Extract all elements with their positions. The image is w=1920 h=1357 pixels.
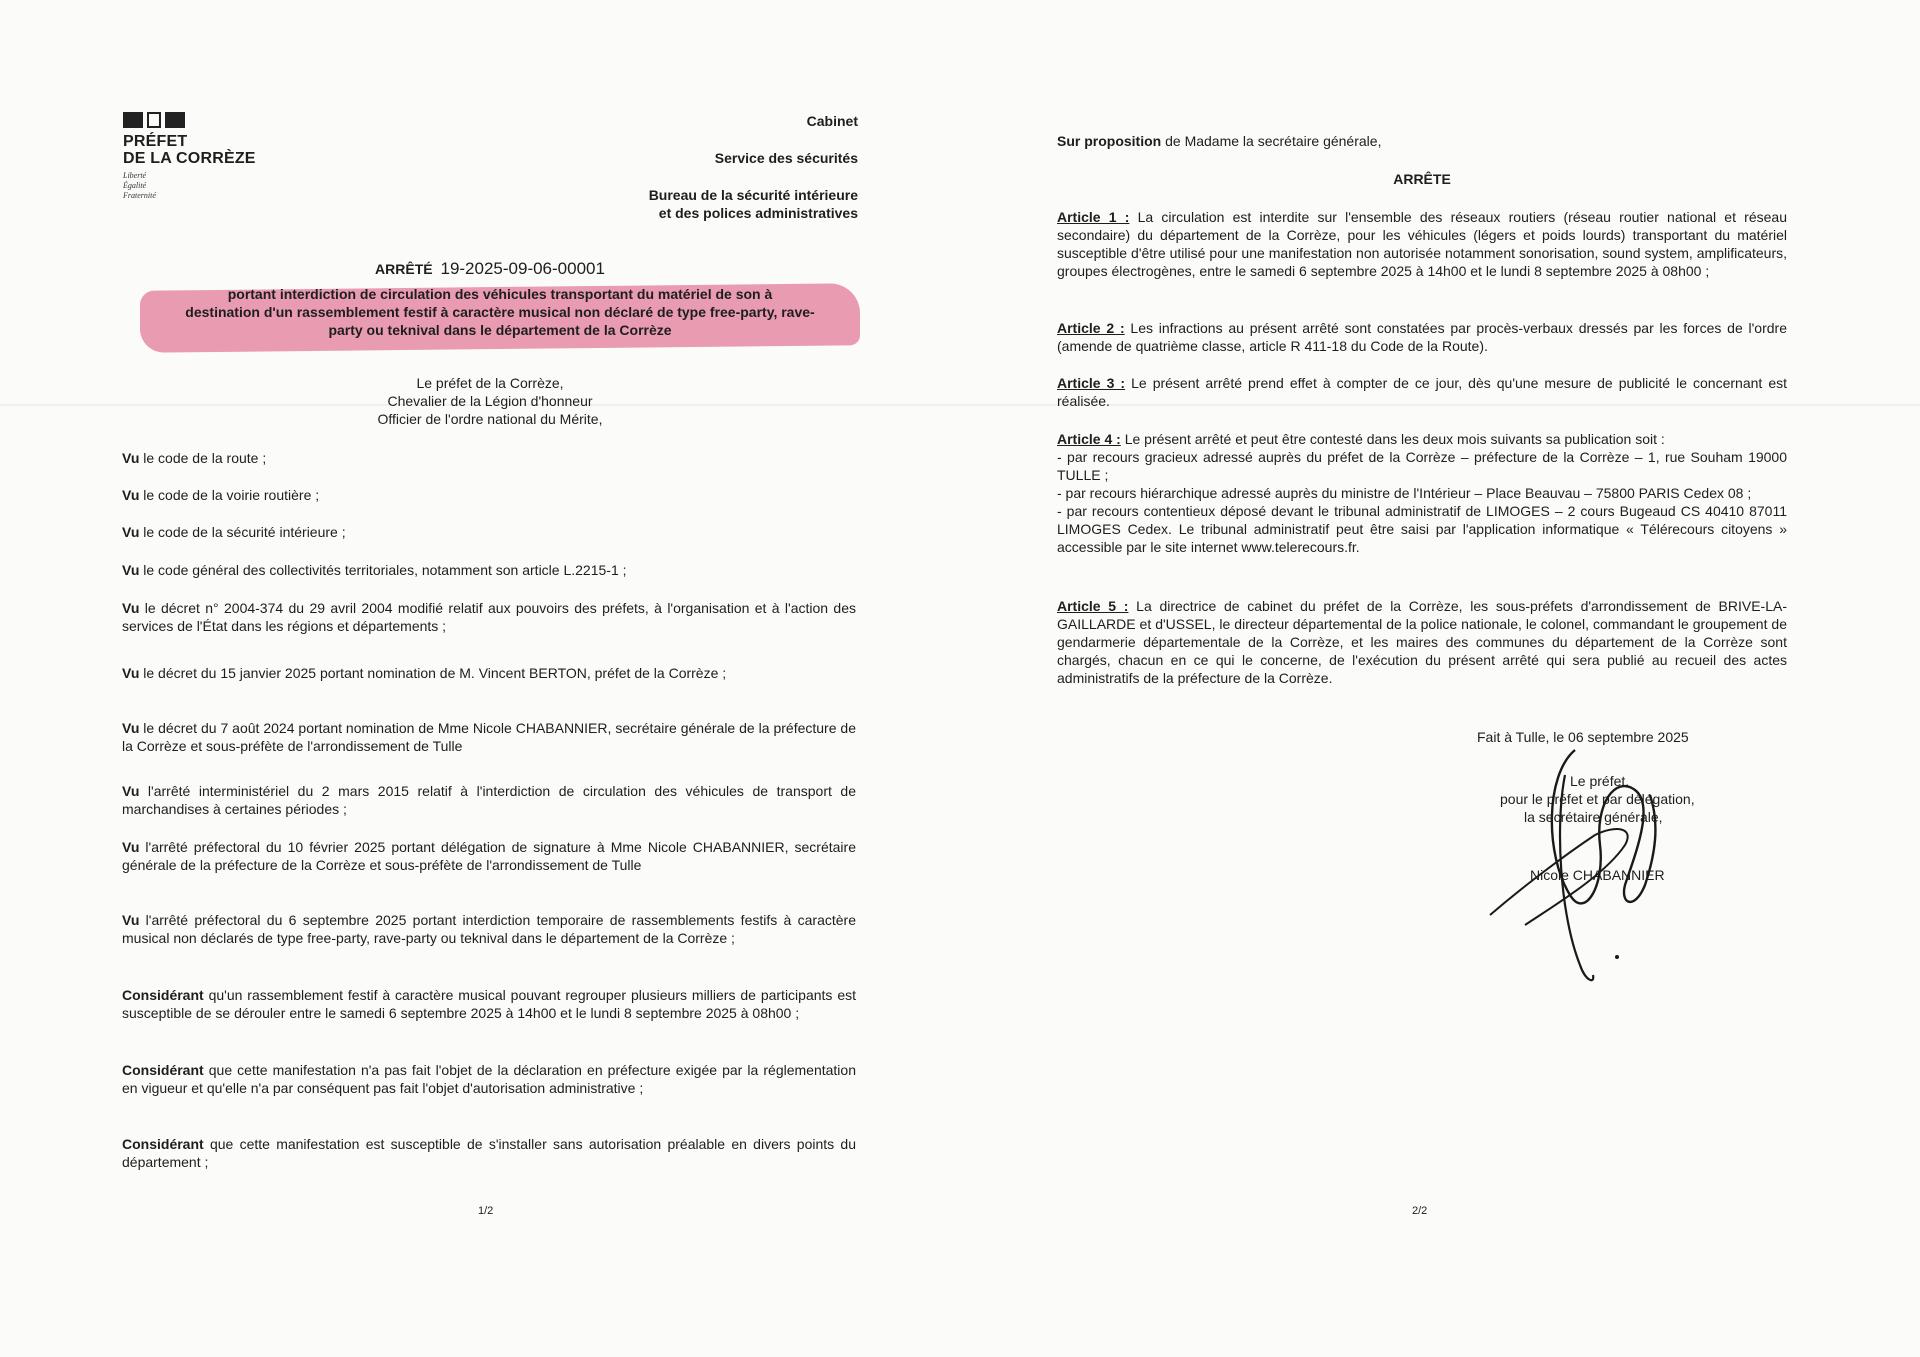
vu-lead: Vu [122,487,140,503]
page-2 [960,0,1920,1357]
vu-text: le code général des collectivités territoriales, notamment son article L.2215-1 ; [139,562,627,578]
page-number-2: 2/2 [1412,1205,1428,1217]
vu-text: le décret du 15 janvier 2025 portant nomination de M. Vincent BERTON, préfet de la Corrèze ; [139,665,727,681]
considerant-paragraph [122,1135,856,1171]
arrete-subject [130,285,870,339]
proposition-line [1057,132,1787,150]
vu-text: l'arrêté interministériel du 2 mars 2015 relatif à l'interdiction de circulation des véhicules de transport de marchandises à certaines périodes ; [122,783,856,817]
vu-lead: Vu [122,839,140,855]
article-1 [1057,208,1787,280]
prefecture-logo [123,112,256,201]
considerant-lead: Considérant [122,987,204,1003]
motto-liberte: Liberté [123,171,147,180]
vu-paragraph [122,486,319,504]
vu-lead: Vu [122,600,140,616]
prefet-intro [118,374,862,428]
considerant-lead: Considérant [122,1136,204,1152]
vu-paragraph [122,782,856,818]
article-2 [1057,319,1787,355]
considerant-text: que cette manifestation est susceptible de s'installer sans autorisation préalable en divers points du département ; [122,1136,856,1170]
considerant-paragraph [122,986,856,1022]
motto-fraternite: Fraternité [123,191,156,200]
proposition-lead: Sur proposition [1057,133,1162,149]
vu-paragraph [122,449,266,467]
proposition-text: de Madame la secrétaire générale, [1161,133,1382,149]
article-5 [1057,597,1787,687]
article-5-text: La directrice de cabinet du préfet de la Corrèze, les sous-préfets d'arrondissement de BRIVE-LA-GAILLARDE et d'USSEL, le directeur départemental de la police nationale, le colonel, commandant le groupement de gendarmerie départementale de la Corrèze, et les maires des communes du département de la Corrèze sont chargés, chacun en ce qui le concerne, de l'exécution du présent arrêté qui sera publié au recueil des actes administratifs de la préfecture de la Corrèze. [1057,598,1787,686]
article-2-text: Les infractions au présent arrêté sont constatées par procès-verbaux dressés par les forces de l'ordre (amende de quatrième classe, article R 411-18 du Code de la Route). [1057,320,1787,354]
considerant-text: qu'un rassemblement festif à caractère musical pouvant regrouper plusieurs milliers de participants est susceptible de se dérouler entre le samedi 6 septembre 2025 à 14h00 et le lundi 8 septembre 2025 à 08h00 ; [122,987,856,1021]
vu-lead: Vu [122,665,140,681]
article-1-title: Article 1 : [1057,209,1130,225]
arrete-decision-heading: ARRÊTE [1393,171,1451,187]
marianne-flag-icon [123,112,256,128]
signature-line3: la secrétaire générale, [1524,809,1663,825]
vu-text: le code de la sécurité intérieure ; [139,524,346,540]
subject-line-2: destination d'un rassemblement festif à caractère musical non déclaré de type free-party, rave- [185,304,815,320]
vu-text: le décret du 7 août 2024 portant nomination de Mme Nicole CHABANNIER, secrétaire générale de la préfecture de la Corrèze et sous-préfète de l'arrondissement de Tulle [122,720,856,754]
vu-text: le décret n° 2004-374 du 29 avril 2004 modifié relatif aux pouvoirs des préfets, à l'organisation et à l'action des services de l'État dans les régions et départements ; [122,600,856,634]
service-bureau-line2: et des polices administratives [658,205,858,221]
service-cabinet: Cabinet [806,113,858,129]
article-4 [1057,430,1787,556]
motto-egalite: Égalité [123,181,147,190]
vu-lead: Vu [122,720,140,736]
handwritten-signature [1485,735,1725,995]
vu-text: l'arrêté préfectoral du 6 septembre 2025 portant interdiction temporaire de rassemblements festifs à caractère musical non déclarés de type free-party, rave-party ou teknival dans le département de la Corrèze ; [122,912,856,946]
services-header [649,112,858,222]
logo-title-line2: DE LA CORRÈZE [123,150,256,167]
vu-lead: Vu [122,562,140,578]
vu-lead: Vu [122,783,140,799]
vu-text: l'arrêté préfectoral du 10 février 2025 portant délégation de signature à Mme Nicole CHABANNIER, secrétaire générale de la préfecture de la Corrèze et sous-préfète de l'arrondissement de Tulle [122,839,856,873]
signature-line1: Le préfet, [1570,773,1630,789]
prefet-intro-line2: Chevalier de la Légion d'honneur [387,393,593,409]
subject-line-1: portant interdiction de circulation des véhicules transportant du matériel de son à [227,286,773,302]
vu-paragraph [122,599,856,635]
considerant-text: que cette manifestation n'a pas fait l'objet de la déclaration en préfecture exigée par la réglementation en vigueur et qu'elle n'a par conséquent pas fait l'objet d'autorisation administrative ; [122,1062,856,1096]
article-3 [1057,374,1787,410]
vu-paragraph [122,561,627,579]
service-securites: Service des sécurités [714,150,858,166]
service-bureau-line1: Bureau de la sécurité intérieure [648,187,858,203]
vu-text: le code de la route ; [139,450,267,466]
recours-hierarchique: - par recours hiérarchique adressé auprès du ministre de l'Intérieur – Place Beauvau – 75800 PARIS Cedex 08 ; [1057,485,1752,501]
recours-contentieux: - par recours contentieux déposé devant le tribunal administratif de LIMOGES – 2 cours Bugeaud CS 40410 87011 LIMOGES Cedex. Le tribunal administratif peut être saisi par l'application informatique « Télérecours citoyens » accessible par le site internet www.telerecours.fr. [1057,503,1787,555]
article-3-title: Article 3 : [1057,375,1126,391]
vu-text: le code de la voirie routière ; [139,487,320,503]
recours-gracieux: - par recours gracieux adressé auprès du préfet de la Corrèze – préfecture de la Corrèze – 1, rue Souham 19000 TULLE ; [1057,449,1787,483]
vu-lead: Vu [122,912,140,928]
logo-title-line1: PRÉFET [123,133,188,150]
logo-title [123,133,256,167]
vu-paragraph [122,523,346,541]
place-date: Fait à Tulle, le 06 septembre 2025 [1477,729,1689,745]
prefet-intro-line3: Officier de l'ordre national du Mérite, [377,411,603,427]
arrete-number: 19-2025-09-06-00001 [440,259,605,278]
considerant-paragraph [122,1061,856,1097]
article-4-text: Le présent arrêté et peut être contesté dans les deux mois suivants sa publication soit : [1120,431,1665,447]
article-2-title: Article 2 : [1057,320,1125,336]
vu-lead: Vu [122,524,140,540]
article-3-text: Le présent arrêté prend effet à compter de ce jour, dès qu'une mesure de publicité le concernant est réalisée. [1057,375,1787,409]
signature-line2: pour le préfet et par délégation, [1500,791,1695,807]
page-number-1: 1/2 [478,1205,494,1217]
logo-motto [123,171,256,201]
arrete-heading [118,259,862,279]
vu-paragraph [122,664,726,682]
vu-paragraph [122,719,856,755]
signatory-name: Nicole CHABANNIER [1530,867,1665,883]
article-1-text: La circulation est interdite sur l'ensemble des réseaux routiers (réseau routier national et réseau secondaire) du département de la Corrèze, pour les véhicules (légers et poids lourds) transportant du matériel susceptible d'être utilisé pour une manifestation non autorisée notamment sonorisation, sound system, amplificateurs, groupes électrogènes, entre le samedi 6 septembre 2025 à 14h00 et le lundi 8 septembre 2025 à 08h00 ; [1057,209,1787,279]
article-5-title: Article 5 : [1057,598,1129,614]
vu-lead: Vu [122,450,140,466]
arrete-keyword: ARRÊTÉ [375,261,433,277]
vu-paragraph [122,911,856,947]
prefet-intro-line1: Le préfet de la Corrèze, [416,375,564,391]
vu-paragraph [122,838,856,874]
subject-line-3: party ou teknival dans le département de la Corrèze [328,322,672,338]
article-4-title: Article 4 : [1057,431,1121,447]
considerant-lead: Considérant [122,1062,204,1078]
